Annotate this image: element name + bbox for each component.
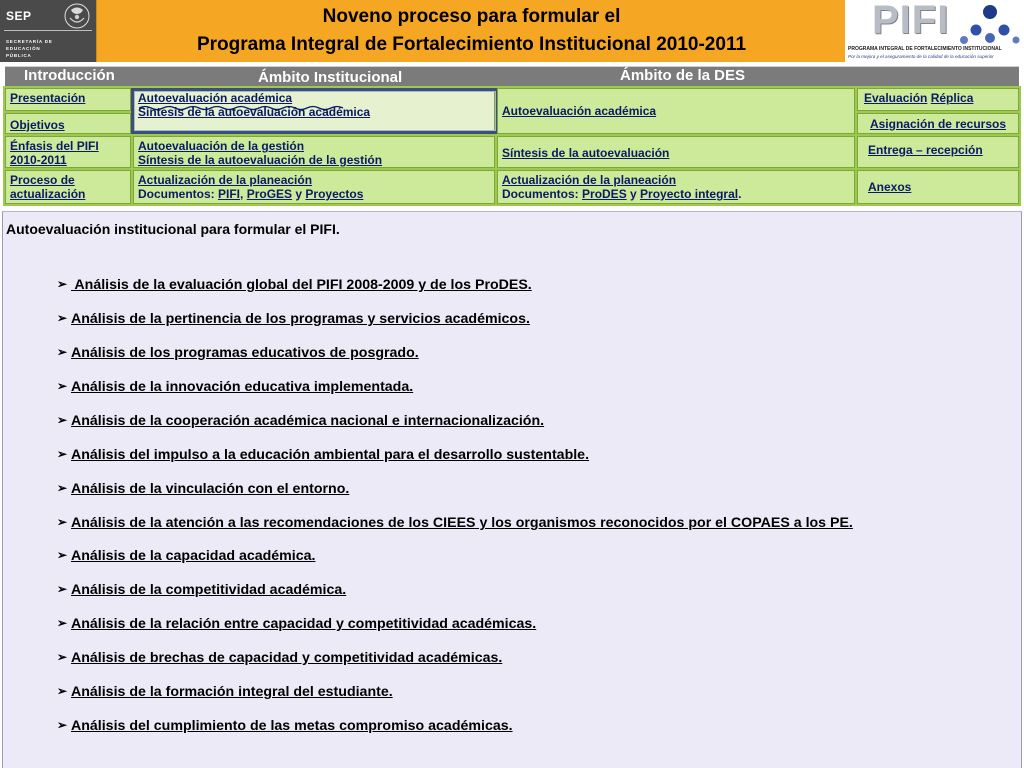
- analysis-link[interactable]: Análisis de la vinculación con el entorno.: [71, 481, 350, 497]
- list-item: [57, 302, 1019, 336]
- analysis-link[interactable]: Análisis de brechas de capacidad y competitividad académicas.: [71, 650, 503, 666]
- arrowhead-bullet-icon: ➢: [57, 311, 68, 325]
- analysis-link[interactable]: Análisis de la cooperación académica nacional e internacionalización.: [71, 413, 545, 429]
- nav-introduccion[interactable]: Introducción: [24, 67, 115, 84]
- link-asignacion-recursos[interactable]: Asignación de recursos: [869, 117, 1007, 131]
- list-item: [57, 506, 1019, 539]
- link-inst-sintesis-autoevaluacion[interactable]: Síntesis de la autoevaluación académica: [138, 105, 371, 119]
- analysis-link[interactable]: Análisis de la pertinencia de los programas y servicios académicos.: [71, 311, 530, 327]
- analysis-link[interactable]: Análisis de la evaluación global del PIFI 2008-2009 y de los ProDES.: [71, 277, 532, 293]
- link-objetivos[interactable]: Objetivos: [10, 118, 65, 132]
- link-inst-autoevaluacion-gestion[interactable]: Autoevaluación de la gestión: [138, 139, 305, 153]
- inst-doc-separator: ,: [240, 187, 247, 201]
- list-item: [57, 675, 1019, 709]
- des-doc-and: y: [626, 187, 641, 201]
- nav-ambito-institucional[interactable]: Ámbito Institucional: [258, 69, 403, 86]
- link-anexos[interactable]: Anexos: [868, 180, 912, 194]
- link-replica[interactable]: Réplica: [930, 91, 974, 105]
- menu-cell-des-autoevaluacion: [497, 88, 855, 134]
- list-item: [57, 709, 1019, 743]
- menu-cell-enfasis: [5, 136, 131, 168]
- analysis-list: [57, 268, 1019, 743]
- arrowhead-bullet-icon: ➢: [57, 548, 68, 562]
- list-item: [57, 641, 1019, 675]
- arrowhead-bullet-icon: ➢: [57, 345, 68, 359]
- sep-logo-subtitle: SECRETARÍA DE EDUCACIÓN PÚBLICA: [6, 39, 53, 58]
- arrowhead-bullet-icon: ➢: [57, 277, 68, 291]
- analysis-link[interactable]: Análisis de la atención a las recomendaciones de los CIEES y los organismos reconocidos por el COPAES a los PE.: [71, 515, 853, 531]
- link-evaluacion[interactable]: Evaluación: [864, 91, 928, 105]
- header: [0, 0, 1024, 65]
- sep-logo-divider: [4, 30, 92, 31]
- link-doc-proges[interactable]: ProGES: [246, 187, 293, 201]
- analysis-link[interactable]: Análisis de la formación integral del estudiante.: [71, 684, 393, 700]
- arrowhead-bullet-icon: ➢: [57, 447, 68, 461]
- analysis-link[interactable]: Análisis de la relación entre capacidad y competitividad académicas.: [71, 616, 537, 632]
- list-item: [57, 438, 1019, 472]
- arrowhead-bullet-icon: ➢: [57, 718, 68, 732]
- arrowhead-bullet-icon: ➢: [57, 481, 68, 495]
- menu-grid: [3, 86, 1021, 206]
- sep-logo-name: SEP: [6, 9, 32, 23]
- analysis-link[interactable]: Análisis de la competitividad académica.: [71, 582, 347, 598]
- list-item: [57, 268, 1019, 302]
- link-doc-proyecto-integral[interactable]: Proyecto integral: [640, 187, 739, 201]
- pifi-logo: [846, 0, 1024, 64]
- link-inst-actualizacion[interactable]: Actualización de la planeación: [138, 173, 313, 187]
- menu-cell-des-planeacion: [497, 170, 855, 204]
- nav-ambito-des[interactable]: Ámbito de la DES: [620, 67, 746, 84]
- list-item: [57, 472, 1019, 506]
- title-banner: [96, 0, 845, 62]
- content-panel: [2, 211, 1022, 768]
- link-des-actualizacion[interactable]: Actualización de la planeación: [502, 173, 677, 187]
- link-proceso-actualizacion[interactable]: Proceso de actualización: [10, 173, 86, 201]
- link-doc-pifi[interactable]: PIFI: [218, 187, 241, 201]
- inst-documentos-label: Documentos:: [138, 187, 219, 201]
- menu-cell-proceso: [5, 170, 131, 204]
- menu-cell-presentacion: [5, 88, 131, 111]
- arrowhead-bullet-icon: ➢: [57, 616, 68, 630]
- menu-cell-evaluacion: [857, 88, 1019, 111]
- list-item: [57, 607, 1019, 641]
- menu-cell-inst-gestion: [133, 136, 495, 168]
- list-item: [57, 370, 1019, 404]
- link-des-sintesis[interactable]: Síntesis de la autoevaluación: [502, 146, 670, 160]
- page-title-line1: Noveno proceso para formular el: [322, 6, 621, 27]
- section-nav-bar: [5, 66, 1019, 86]
- menu-cell-objetivos: [5, 113, 131, 134]
- analysis-link[interactable]: Análisis del cumplimiento de las metas compromiso académicas.: [71, 718, 513, 734]
- link-inst-sintesis-gestion[interactable]: Síntesis de la autoevaluación de la gestión: [138, 153, 383, 167]
- menu-cell-entrega: [857, 136, 1019, 168]
- mexican-seal-icon: [62, 2, 92, 30]
- list-item: [57, 573, 1019, 607]
- pifi-wordmark: PIFI: [872, 0, 950, 42]
- content-heading: Autoevaluación institucional para formular el PIFI.: [6, 221, 340, 237]
- link-doc-prodes[interactable]: ProDES: [582, 187, 627, 201]
- arrowhead-bullet-icon: ➢: [57, 684, 68, 698]
- arrowhead-bullet-icon: ➢: [57, 413, 68, 427]
- menu-cell-asignacion: [857, 113, 1019, 134]
- menu-cell-anexos: [857, 170, 1019, 204]
- arrowhead-bullet-icon: ➢: [57, 650, 68, 664]
- inst-doc-and: y: [292, 187, 306, 201]
- link-doc-proyectos[interactable]: Proyectos: [305, 187, 364, 201]
- menu-cell-inst-autoevaluacion: [133, 88, 495, 134]
- arrowhead-bullet-icon: ➢: [57, 515, 68, 529]
- link-enfasis[interactable]: Énfasis del PIFI 2010-2011: [10, 139, 99, 167]
- arrowhead-bullet-icon: ➢: [57, 379, 68, 393]
- pifi-tagline: Por la mejora y el aseguramiento de la calidad de la educación superior: [848, 54, 994, 59]
- des-documentos-label: Documentos:: [502, 187, 583, 201]
- analysis-link[interactable]: Análisis de los programas educativos de posgrado.: [71, 345, 419, 361]
- link-inst-autoevaluacion[interactable]: Autoevaluación académica: [138, 91, 293, 105]
- sep-logo: [0, 0, 96, 62]
- link-entrega-recepcion[interactable]: Entrega – recepción: [868, 143, 983, 157]
- list-item: [57, 539, 1019, 573]
- link-presentacion[interactable]: Presentación: [10, 91, 86, 105]
- arrowhead-bullet-icon: ➢: [57, 582, 68, 596]
- page-title-line2: Programa Integral de Fortalecimiento Institucional 2010-2011: [196, 34, 747, 55]
- menu-cell-des-sintesis: [497, 136, 855, 168]
- pifi-caption: PROGRAMA INTEGRAL DE FORTALECIMIENTO INSTITUCIONAL: [848, 46, 1002, 52]
- list-item: [57, 404, 1019, 438]
- analysis-link[interactable]: Análisis del impulso a la educación ambiental para el desarrollo sustentable.: [71, 447, 590, 463]
- list-item: [57, 336, 1019, 370]
- analysis-link[interactable]: Análisis de la innovación educativa implementada.: [71, 379, 414, 395]
- des-doc-end: .: [738, 187, 742, 201]
- analysis-link[interactable]: Análisis de la capacidad académica.: [71, 548, 316, 564]
- pifi-people-icon: [950, 2, 1020, 46]
- link-des-autoevaluacion[interactable]: Autoevaluación académica: [502, 104, 657, 118]
- menu-cell-inst-planeacion: [133, 170, 495, 204]
